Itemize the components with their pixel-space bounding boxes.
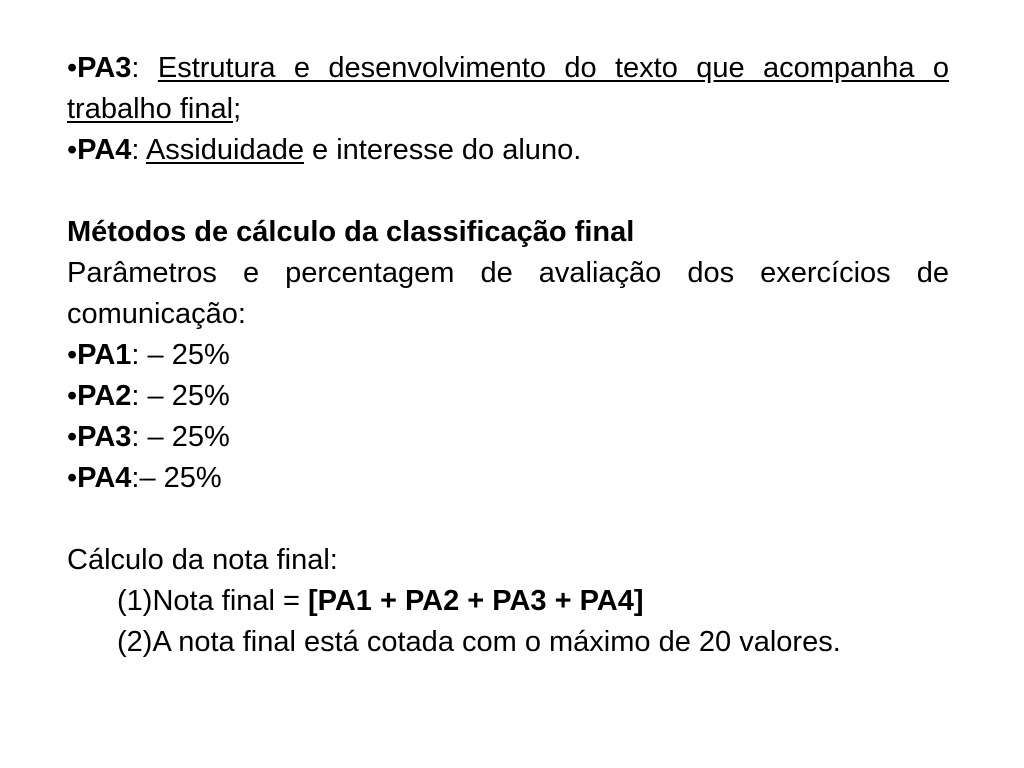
param-value: : – 25% xyxy=(131,421,230,453)
calc-item-1 xyxy=(67,581,949,622)
criterion-code: PA3 xyxy=(77,52,132,84)
methods-heading-text: Métodos de cálculo da classificação final xyxy=(67,216,635,248)
param-value: : – 25% xyxy=(131,380,230,412)
methods-intro: Parâmetros e percentagem de avaliação dos exercícios de comunicação: xyxy=(67,257,949,330)
spacer xyxy=(67,499,949,540)
calc-item-2: (2)A nota final está cotada com o máximo de 20 valores. xyxy=(117,626,841,658)
param-code: PA1 xyxy=(77,339,132,371)
param-code: PA4 xyxy=(77,462,132,494)
methods-heading xyxy=(67,212,949,253)
bullet: • xyxy=(67,52,78,84)
criterion-pa3 xyxy=(67,48,949,130)
bullet: • xyxy=(67,339,78,371)
criterion-rest: ; xyxy=(233,93,242,125)
criterion-separator: : xyxy=(131,52,140,84)
calc-item-1-prefix: (1)Nota final = xyxy=(117,585,309,617)
criterion-description: Estrutura e desenvolvimento do texto que acompanha o trabalho final xyxy=(67,52,950,125)
criterion-code: PA4 xyxy=(77,134,132,166)
criterion-description: Assiduidade xyxy=(145,134,304,166)
calc-heading: Cálculo da nota final: xyxy=(67,544,338,576)
param-pa2 xyxy=(67,376,949,417)
calc-formula: [PA1 + PA2 + PA3 + PA4] xyxy=(308,585,644,617)
spacer xyxy=(67,171,949,212)
param-pa1 xyxy=(67,335,949,376)
bullet: • xyxy=(67,462,78,494)
criterion-pa4 xyxy=(67,130,949,171)
bullet: • xyxy=(67,380,78,412)
param-pa4 xyxy=(67,458,949,499)
criterion-separator: : xyxy=(131,134,140,166)
param-code: PA3 xyxy=(77,421,132,453)
param-code: PA2 xyxy=(77,380,132,412)
param-value: : – 25% xyxy=(131,339,230,371)
bullet: • xyxy=(67,421,78,453)
param-pa3 xyxy=(67,417,949,458)
bullet: • xyxy=(67,134,78,166)
slide-content xyxy=(67,48,949,663)
criterion-rest: e interesse do aluno. xyxy=(303,134,582,166)
param-value: :– 25% xyxy=(131,462,222,494)
